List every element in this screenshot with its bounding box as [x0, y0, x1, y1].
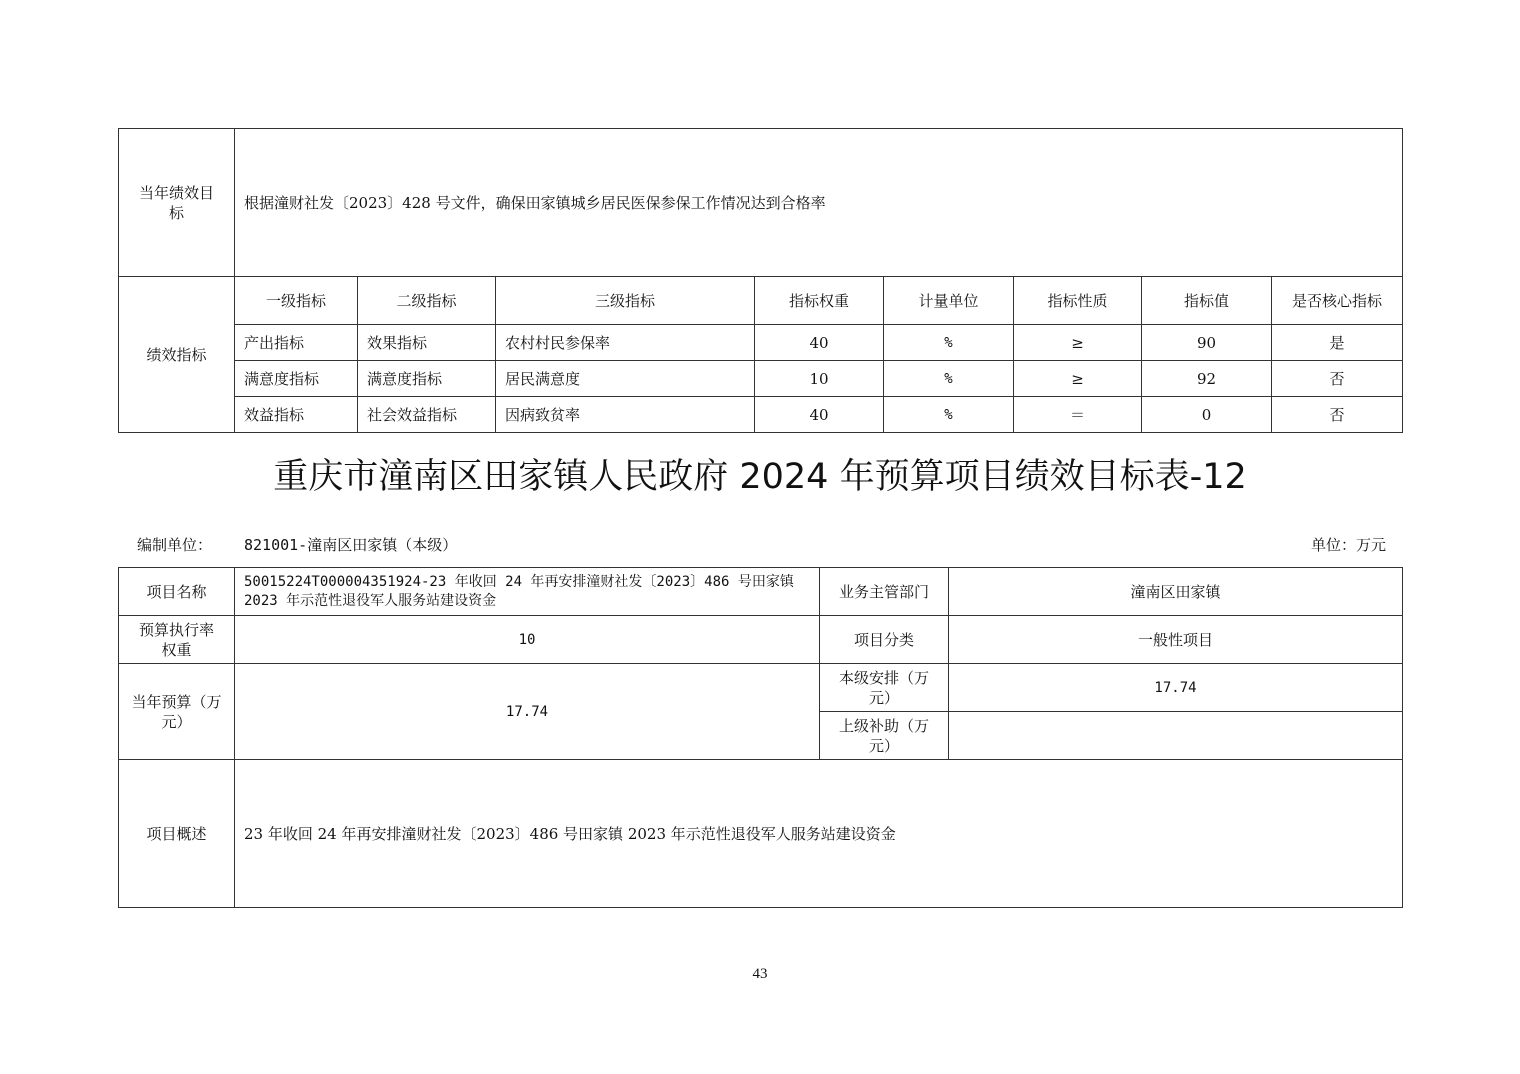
exec-weight-label: 预算执行率权重: [119, 616, 235, 664]
performance-indicators-table: [118, 128, 1403, 433]
cell: 满意度指标: [358, 361, 496, 397]
category-value: 一般性项目: [949, 616, 1403, 664]
table-row: [119, 397, 1403, 433]
header-cell: 是否核心指标: [1272, 277, 1403, 325]
category-label: 项目分类: [820, 616, 949, 664]
cell: 满意度指标: [235, 361, 358, 397]
project-name-value: 50015224T000004351924-23 年收回 24 年再安排潼财社发〔2023〕486 号田家镇 2023 年示范性退役军人服务站建设资金: [235, 568, 820, 616]
compiling-unit-value: 821001-潼南区田家镇（本级）: [244, 536, 458, 554]
exec-weight-value: 10: [235, 616, 820, 664]
local-arrangement-label: 本级安排（万元）: [820, 664, 949, 712]
cell: 居民满意度: [496, 361, 755, 397]
budget-label: 当年预算（万元）: [119, 664, 235, 760]
table-row: [119, 361, 1403, 397]
header-cell: 一级指标: [235, 277, 358, 325]
upper-subsidy-value: [949, 712, 1403, 760]
overview-label: 项目概述: [119, 760, 235, 908]
cell: 是: [1272, 325, 1403, 361]
cell: 产出指标: [235, 325, 358, 361]
cell: %: [884, 397, 1014, 433]
cell: ≥: [1014, 325, 1142, 361]
cell: 0: [1142, 397, 1272, 433]
cell: 农村村民参保率: [496, 325, 755, 361]
header-cell: 指标权重: [755, 277, 884, 325]
cell: 92: [1142, 361, 1272, 397]
dept-value: 潼南区田家镇: [949, 568, 1403, 616]
indicators-label: 绩效指标: [119, 277, 235, 433]
goal-label: 当年绩效目标: [119, 129, 235, 277]
compiling-unit-label: 编制单位：: [137, 536, 213, 554]
cell: ＝: [1014, 397, 1142, 433]
currency-unit: 单位：万元: [1311, 536, 1387, 554]
header-cell: 指标性质: [1014, 277, 1142, 325]
header-cell: 计量单位: [884, 277, 1014, 325]
cell: 否: [1272, 361, 1403, 397]
cell: 否: [1272, 397, 1403, 433]
overview-value: 23 年收回 24 年再安排潼财社发〔2023〕486 号田家镇 2023 年示范性退役军人服务站建设资金: [235, 760, 1403, 908]
table-row: [119, 325, 1403, 361]
cell: 40: [755, 325, 884, 361]
budget-value: 17.74: [235, 664, 820, 760]
upper-subsidy-label: 上级补助（万元）: [820, 712, 949, 760]
header-cell: 二级指标: [358, 277, 496, 325]
cell: 效果指标: [358, 325, 496, 361]
header-cell: 三级指标: [496, 277, 755, 325]
local-arrangement-value: 17.74: [949, 664, 1403, 712]
page-number: 43: [752, 966, 768, 982]
cell: 90: [1142, 325, 1272, 361]
cell: 10: [755, 361, 884, 397]
header-cell: 指标值: [1142, 277, 1272, 325]
cell: 因病致贫率: [496, 397, 755, 433]
cell: ≥: [1014, 361, 1142, 397]
cell: 效益指标: [235, 397, 358, 433]
document-title: 重庆市潼南区田家镇人民政府 2024 年预算项目绩效目标表-12: [273, 457, 1247, 497]
goal-text: 根据潼财社发〔2023〕428 号文件，确保田家镇城乡居民医保参保工作情况达到合格率: [235, 129, 1403, 277]
cell: 社会效益指标: [358, 397, 496, 433]
cell: 40: [755, 397, 884, 433]
cell: %: [884, 361, 1014, 397]
project-info-table: [118, 567, 1403, 908]
dept-label: 业务主管部门: [820, 568, 949, 616]
project-name-label: 项目名称: [119, 568, 235, 616]
cell: %: [884, 325, 1014, 361]
